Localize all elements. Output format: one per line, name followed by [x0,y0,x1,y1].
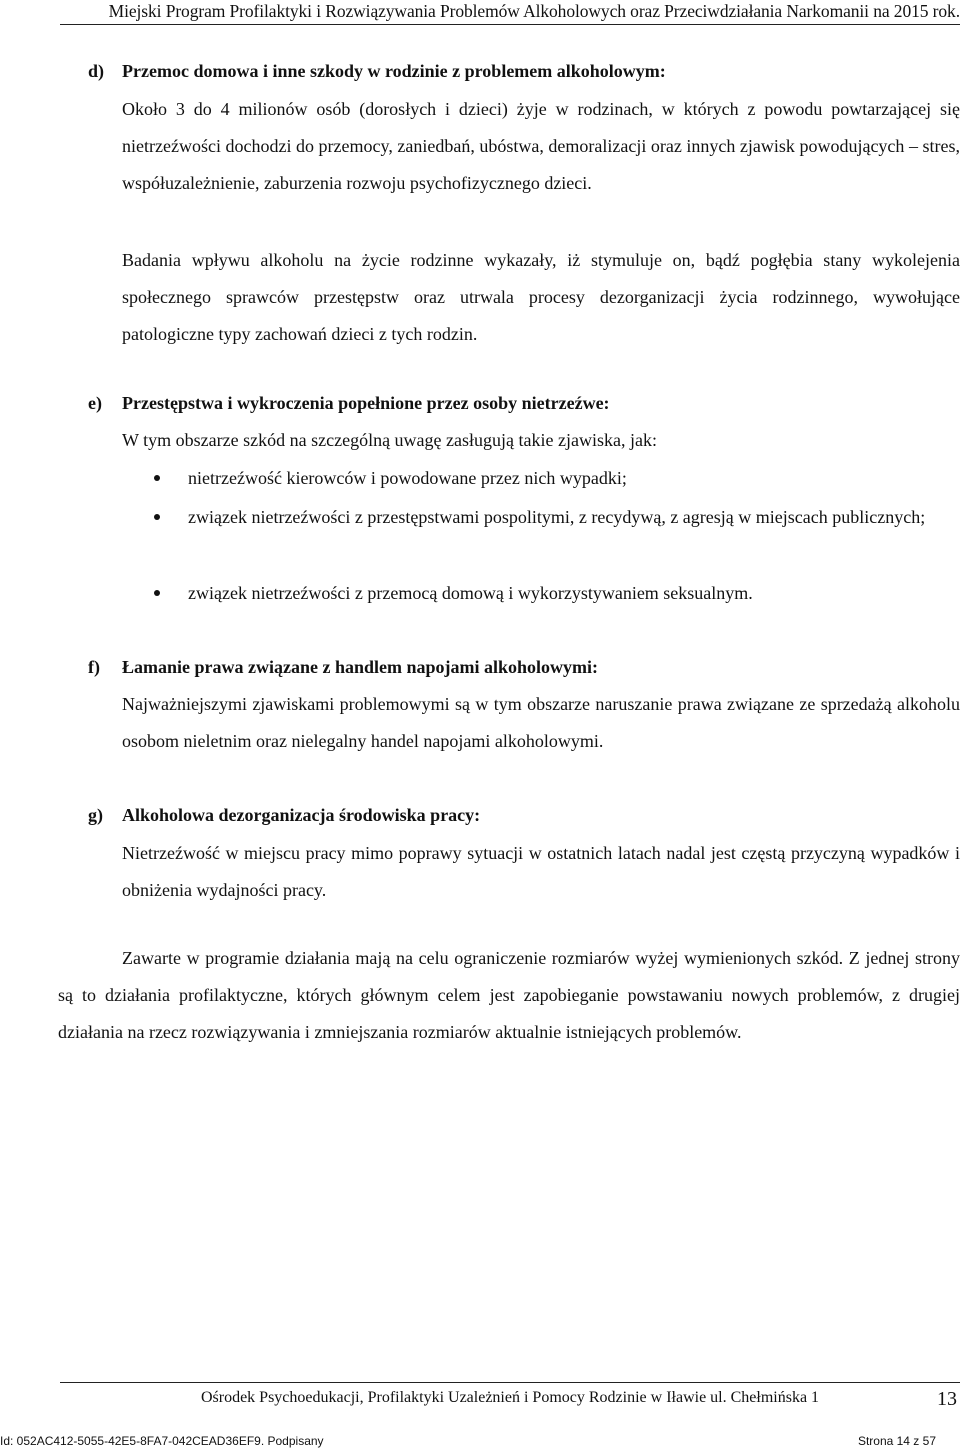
section-f-paragraph: Najważniejszymi zjawiskami problemowymi są w tym obszarze naruszanie prawa związane ze sprzedażą alkoholu osobom nieletnim oraz nielegalny handel napojami alkoholowymi. [122,694,960,751]
bullet-item-1: nietrzeźwość kierowców i powodowane przez nich wypadki; [188,468,627,488]
section-d-paragraph-2: Badania wpływu alkoholu na życie rodzinne wykazały, iż stymuluje on, bądź pogłębia stany wykolejenia społecznego sprawców przestępstw oraz utrwala procesy dezorganizacji życia rodzinnego, wywołujące patologiczne typy zachowań dzieci z tych rodzin. [122,250,960,344]
section-e-title: Przestępstwa i wykroczenia popełnione przez osoby nietrzeźwe: [122,393,610,413]
section-g-paragraph: Nietrzeźwość w miejscu pracy mimo poprawy sytuacji w ostatnich latach nadal jest częstą przyczyną wypadków i obniżenia wydajności pracy. [122,843,960,900]
section-e-label: e) [88,393,102,413]
section-g-heading [88,804,480,826]
section-d-title: Przemoc domowa i inne szkody w rodzinie z problemem alkoholowym: [122,61,666,81]
header-rule [60,24,960,25]
section-g-title: Alkoholowa dezorganizacja środowiska pracy: [122,805,481,825]
section-f-title: Łamanie prawa związane z handlem napojami alkoholowymi: [122,657,599,677]
footer-rule [60,1382,960,1383]
closing-paragraph: Zawarte w programie działania mają na celu ograniczenie rozmiarów wyżej wymienionych szkód. Z jednej strony są to działania profilaktyczne, których głównym celem jest zapobieganie powstawaniu nowych problemów, z drugiej działania na rzecz rozwiązywania i zmniejszania rozmiarów aktualnie istniejących problemów. [58,948,960,1042]
page-indicator: Strona 14 z 57 [857,1434,936,1448]
bullet-dot [154,514,160,520]
footer-address: Ośrodek Psychoedukacji, Profilaktyki Uzależnień i Pomocy Rodzinie w Iławie ul. Chełmińska 1 [200,1389,820,1406]
bullet-item-3: związek nietrzeźwości z przemocą domową i wykorzystywaniem seksualnym. [188,583,753,603]
section-d-paragraph-1: Około 3 do 4 milionów osób (dorosłych i dzieci) żyje w rodzinach, w których z powodu powtarzającej się nietrzeźwości dochodzi do przemocy, zaniedbań, ubóstwa, demoralizacji oraz innych zjawisk powodujących – stres, współuzależnienie, zaburzenia rozwoju psychofizycznego dzieci. [122,99,960,193]
section-e-heading [88,392,610,414]
footer-page-number: 13 [937,1388,957,1410]
section-d-label: d) [88,61,105,81]
document-id: Id: 052AC412-5055-42E5-8FA7-042CEAD36EF9. Podpisany [0,1434,324,1448]
bullet-dot [154,590,160,596]
running-header: Miejski Program Profilaktyki i Rozwiązywania Problemów Alkoholowych oraz Przeciwdziałania Narkomanii na 2015 rok. [108,1,960,21]
section-f-label: f) [88,657,100,677]
section-e-intro: W tym obszarze szkód na szczególną uwagę zasługują takie zjawiska, jak: [122,430,657,450]
section-f-heading [88,656,598,678]
section-g-label: g) [88,805,103,825]
bullet-item-2: związek nietrzeźwości z przestępstwami pospolitymi, z recydywą, z agresją w miejscach publicznych; [188,507,926,527]
section-d-heading [88,60,666,82]
bullet-dot [154,475,160,481]
